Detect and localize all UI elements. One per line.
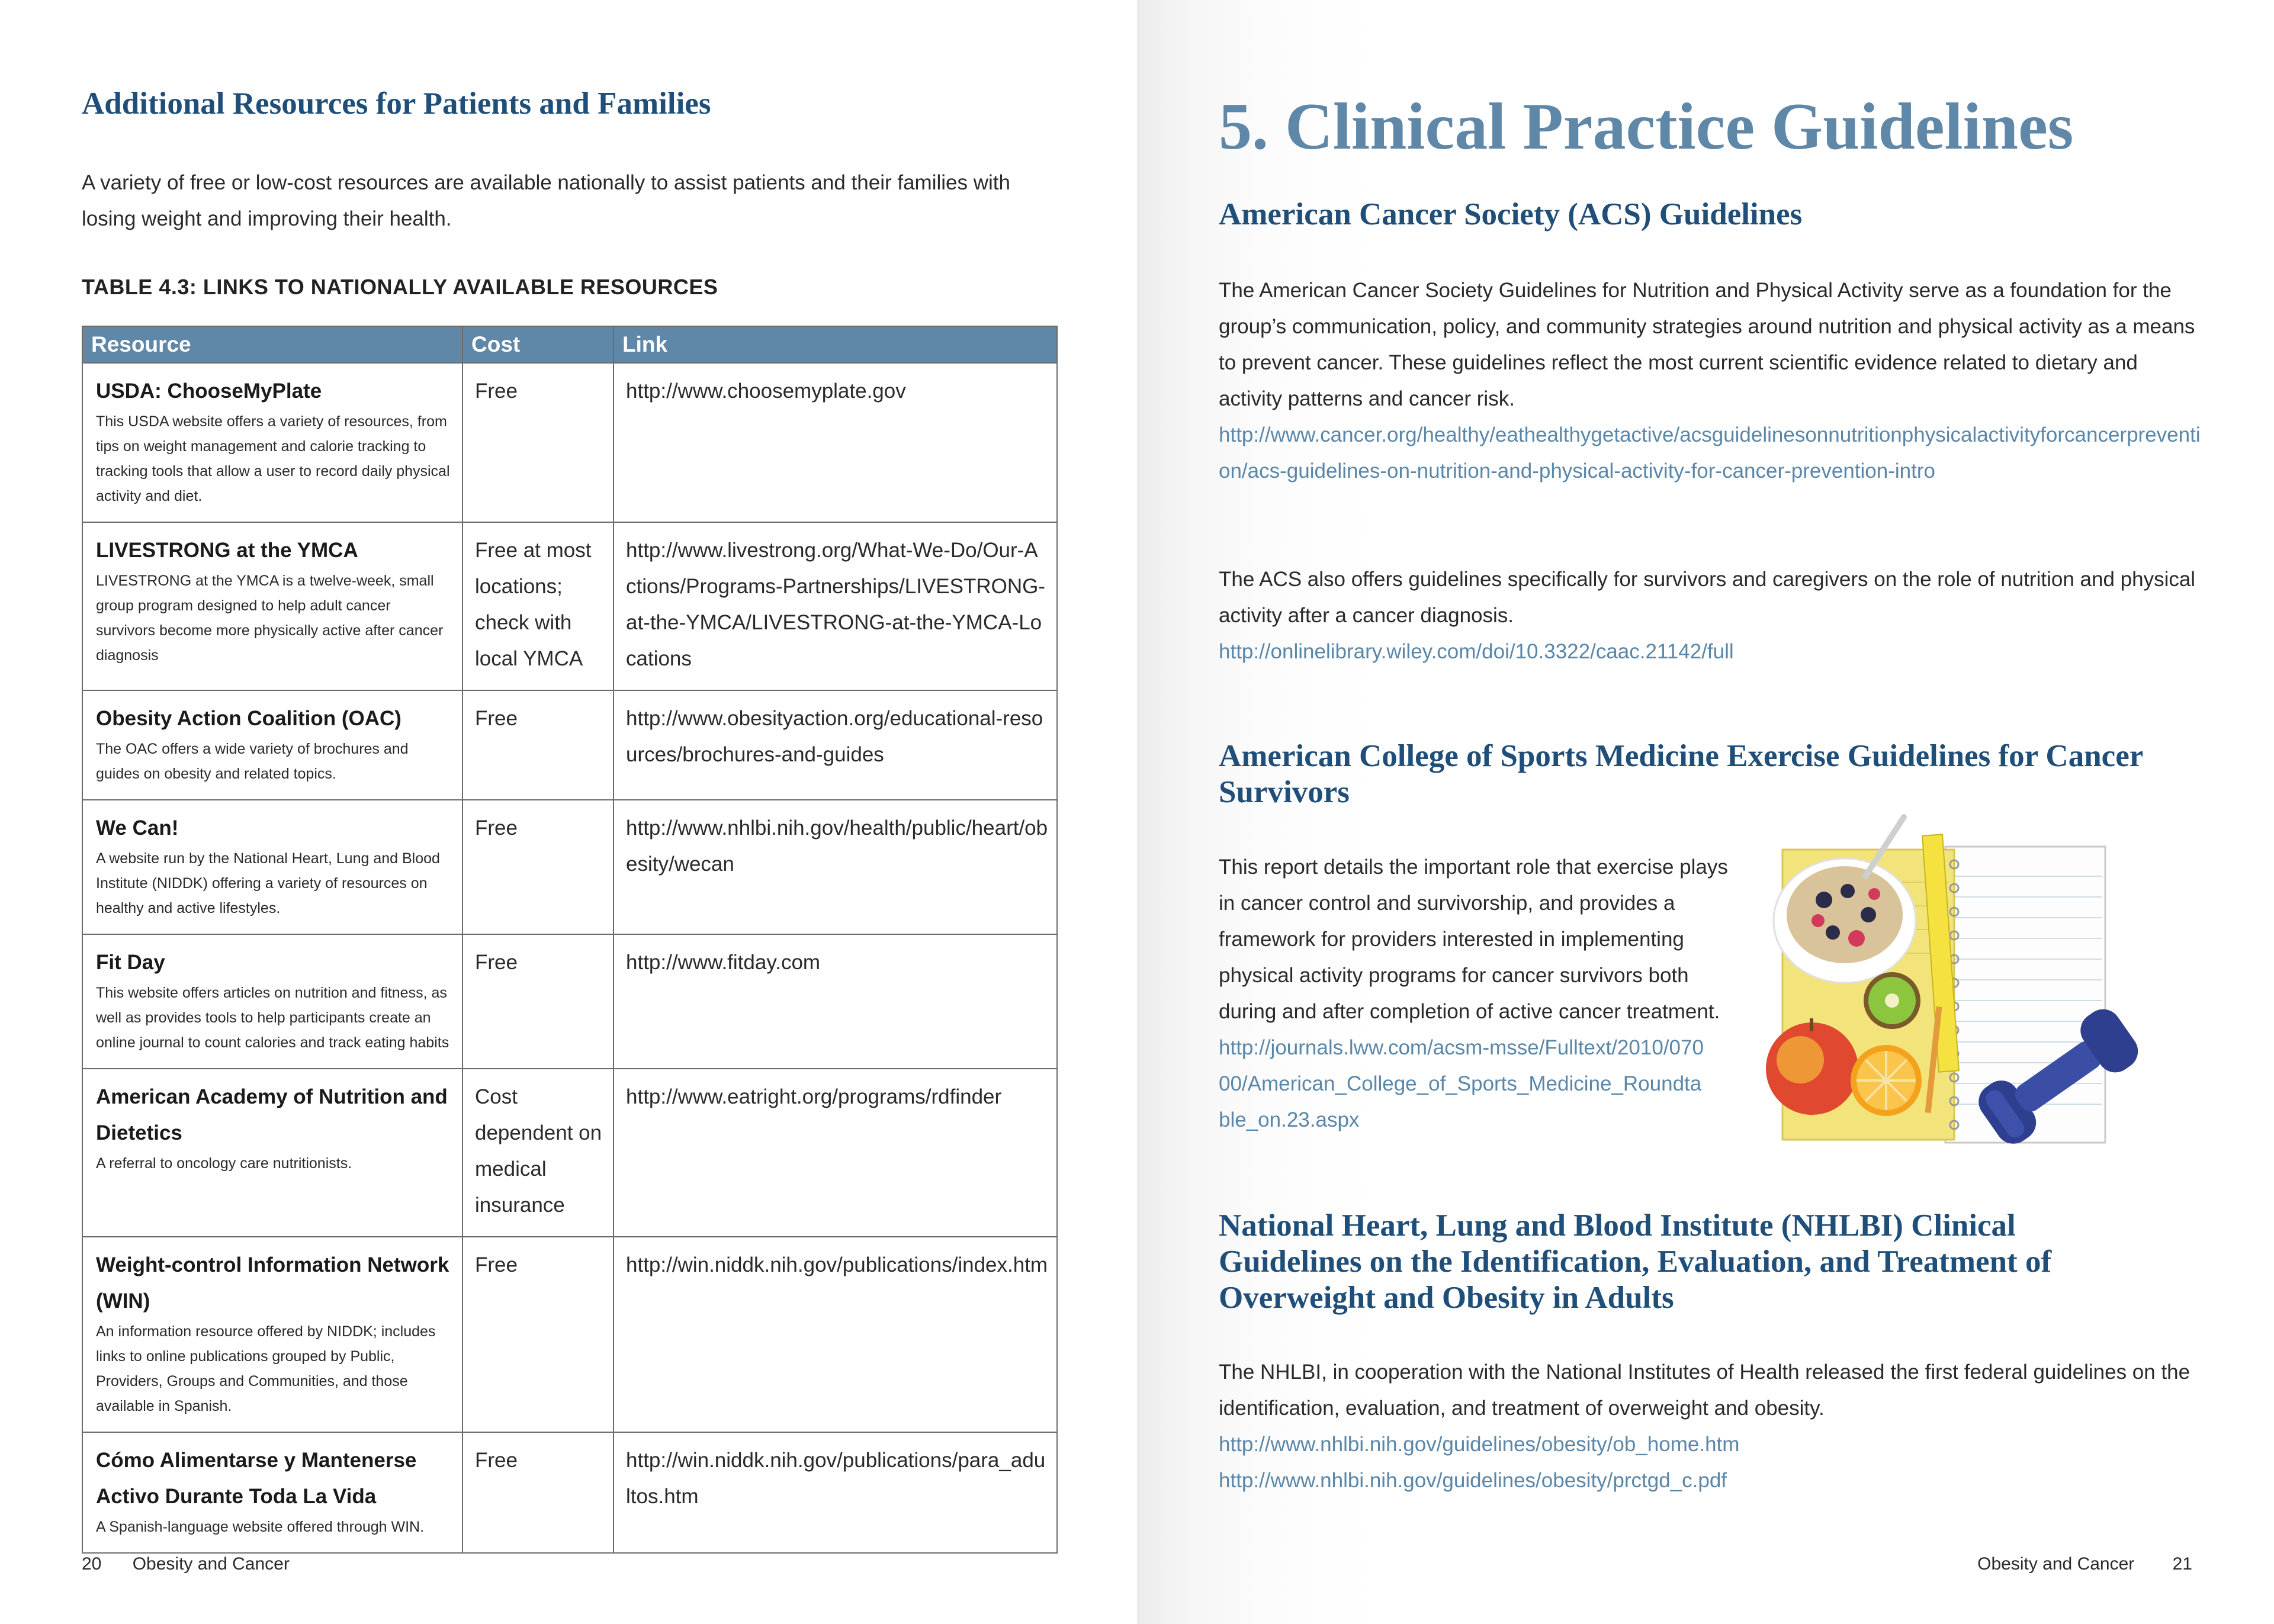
resource-name: USDA: ChooseMyPlate <box>96 380 322 403</box>
section-body-acs <box>1219 272 2202 489</box>
header-cost: Cost <box>462 326 614 363</box>
resource-description: The OAC offers a wide variety of brochures and guides on obesity and related topics. <box>96 741 409 782</box>
section-body-acs-survivors <box>1219 561 2202 670</box>
resource-description: An information resource offered by NIDDK; includes links to online publications grouped by Public, Providers, Groups and Communities, and those available in Spanish. <box>96 1323 436 1414</box>
header-link: Link <box>614 326 1057 363</box>
healthy-food-dumbbell-photo <box>1747 811 2161 1172</box>
resource-link[interactable]: http://www.nhlbi.nih.gov/health/public/heart/obesity/wecan <box>626 816 1048 876</box>
paragraph: The American Cancer Society Guidelines for Nutrition and Physical Activity serve as a foundation for the group’s communication, policy, and community strategies around nutrition and physical activity as a means to prevent cancer. These guidelines reflect the most current scientific evidence related to dietary and activity patterns and cancer risk. <box>1219 279 2195 410</box>
resource-link[interactable]: http://www.fitday.com <box>626 951 821 974</box>
resource-link[interactable]: http://www.choosemyplate.gov <box>626 380 906 403</box>
resource-description: A Spanish-language website offered through WIN. <box>96 1519 425 1535</box>
link-cell <box>614 1237 1057 1432</box>
link-cell <box>614 690 1057 800</box>
cost-cell: Free <box>462 690 614 800</box>
resource-cell <box>82 690 462 800</box>
table-row <box>82 1069 1057 1237</box>
section-heading-acs: American Cancer Society (ACS) Guidelines <box>1219 197 1803 231</box>
resource-cell <box>82 934 462 1069</box>
table-row <box>82 934 1057 1069</box>
right-page <box>1137 0 2274 1624</box>
cost-cell: Free <box>462 800 614 934</box>
resource-cell <box>82 800 462 934</box>
cost-cell: Free <box>462 363 614 522</box>
resource-name: American Academy of Nutrition and Dietetics <box>96 1085 448 1144</box>
link-cell <box>614 363 1057 522</box>
resource-cell <box>82 1069 462 1237</box>
resource-link[interactable]: http://win.niddk.nih.gov/publications/index.htm <box>626 1253 1048 1276</box>
right-page-footer <box>1977 1554 2192 1574</box>
acs-survivors-link[interactable]: http://onlinelibrary.wiley.com/doi/10.3322/caac.21142/full <box>1219 640 1734 663</box>
link-cell <box>614 1069 1057 1237</box>
cost-cell: Free <box>462 1432 614 1553</box>
nhlbi-link-home[interactable]: http://www.nhlbi.nih.gov/guidelines/obesity/ob_home.htm <box>1219 1433 1740 1456</box>
paragraph: This report details the important role that exercise plays in cancer control and survivorship, and provides a framework for providers interested in implementing physical activity programs for cancer survivors both during and after completion of active cancer treatment. <box>1219 856 1728 1023</box>
resource-description: This USDA website offers a variety of resources, from tips on weight management and calorie tracking to tracking tools that allow a user to record daily physical activity and diet. <box>96 413 450 504</box>
resource-name: Fit Day <box>96 951 165 974</box>
paragraph: The NHLBI, in cooperation with the National Institutes of Health released the first federal guidelines on the identification, evaluation, and treatment of overweight and obesity. <box>1219 1361 2191 1420</box>
table-row <box>82 522 1057 690</box>
section-heading-acsm: American College of Sports Medicine Exercise Guidelines for Cancer Survivors <box>1219 739 2143 809</box>
header-resource: Resource <box>82 326 462 363</box>
resource-name: We Can! <box>96 816 179 840</box>
left-page-footer <box>82 1554 290 1574</box>
chapter-title: 5. Clinical Practice Guidelines <box>1219 90 2074 163</box>
table-row <box>82 800 1057 934</box>
cost-cell: Free at most locations; check with local YMCA <box>462 522 614 690</box>
link-cell <box>614 934 1057 1069</box>
page-number: 20 <box>82 1554 102 1574</box>
nhlbi-link-pdf[interactable]: http://www.nhlbi.nih.gov/guidelines/obesity/prctgd_c.pdf <box>1219 1469 1727 1492</box>
resource-link[interactable]: http://www.eatright.org/programs/rdfinder <box>626 1085 1002 1108</box>
resource-cell <box>82 522 462 690</box>
resource-name: Weight-control Information Network (WIN) <box>96 1253 449 1313</box>
link-cell <box>614 800 1057 934</box>
resource-link[interactable]: http://win.niddk.nih.gov/publications/para_adultos.htm <box>626 1449 1046 1508</box>
table-row <box>82 1432 1057 1553</box>
cost-cell: Cost dependent on medical insurance <box>462 1069 614 1237</box>
cost-cell: Free <box>462 934 614 1069</box>
oatmeal <box>1787 866 1903 963</box>
table-title: TABLE 4.3: LINKS TO NATIONALLY AVAILABLE RESOURCES <box>82 275 718 299</box>
section-heading-nhlbi: National Heart, Lung and Blood Institute (NHLBI) Clinical Guidelines on the Identification, Evaluation, and Treatment of Overweight and Obesity in Adults <box>1219 1208 2052 1315</box>
acs-guidelines-link[interactable]: http://www.cancer.org/healthy/eathealthygetactive/acsguidelinesonnutritionphysicalactivityforcancerprevention/acs-guidelines-on-nutrition-and-physical-activity-for-cancer-prevention-intro <box>1219 423 2201 483</box>
link-cell <box>614 522 1057 690</box>
cost-cell: Free <box>462 1237 614 1432</box>
resource-description: A referral to oncology care nutritionists. <box>96 1155 352 1172</box>
link-cell <box>614 1432 1057 1553</box>
resource-link[interactable]: http://www.obesityaction.org/educational-resources/brochures-and-guides <box>626 707 1043 766</box>
left-page-intro: A variety of free or low-cost resources are available nationally to assist patients and their families with losing weight and improving their health. <box>82 171 1010 230</box>
page-number: 21 <box>2172 1554 2192 1574</box>
section-body-nhlbi <box>1219 1354 2202 1498</box>
resource-cell <box>82 1432 462 1553</box>
resource-description: LIVESTRONG at the YMCA is a twelve-week, small group program designed to help adult cancer survivors become more physically active after cancer diagnosis <box>96 573 444 664</box>
acsm-link[interactable]: http://journals.lww.com/acsm-msse/Fulltext/2010/07000/American_College_of_Sports_Medicine_Roundtable_on.23.aspx <box>1219 1036 1704 1131</box>
resource-description: This website offers articles on nutrition and fitness, as well as provides tools to help participants create an online journal to count calories and track eating habits <box>96 985 449 1051</box>
section-body-acsm <box>1219 849 1728 1138</box>
paragraph: The ACS also offers guidelines specifically for survivors and caregivers on the role of nutrition and physical activity after a cancer diagnosis. <box>1219 568 2196 627</box>
resource-link[interactable]: http://www.livestrong.org/What-We-Do/Our-Actions/Programs-Partnerships/LIVESTRONG-at-the-YMCA/LIVESTRONG-at-the-YMCA-Locations <box>626 539 1045 670</box>
table-row <box>82 363 1057 522</box>
table-row <box>82 690 1057 800</box>
left-page-heading: Additional Resources for Patients and Families <box>82 86 711 121</box>
resource-cell <box>82 363 462 522</box>
table-header-row <box>82 326 1057 363</box>
resource-description: A website run by the National Heart, Lung and Blood Institute (NIDDK) offering a variety of resources on healthy and active lifestyles. <box>96 850 440 916</box>
resource-name: Obesity Action Coalition (OAC) <box>96 707 402 730</box>
footer-title: Obesity and Cancer <box>1977 1554 2135 1574</box>
resources-table <box>82 326 1058 1554</box>
resource-name: Cómo Alimentarse y Mantenerse Activo Durante Toda La Vida <box>96 1449 417 1508</box>
footer-title: Obesity and Cancer <box>132 1554 290 1574</box>
table-row <box>82 1237 1057 1432</box>
resource-name: LIVESTRONG at the YMCA <box>96 539 358 562</box>
resource-cell <box>82 1237 462 1432</box>
